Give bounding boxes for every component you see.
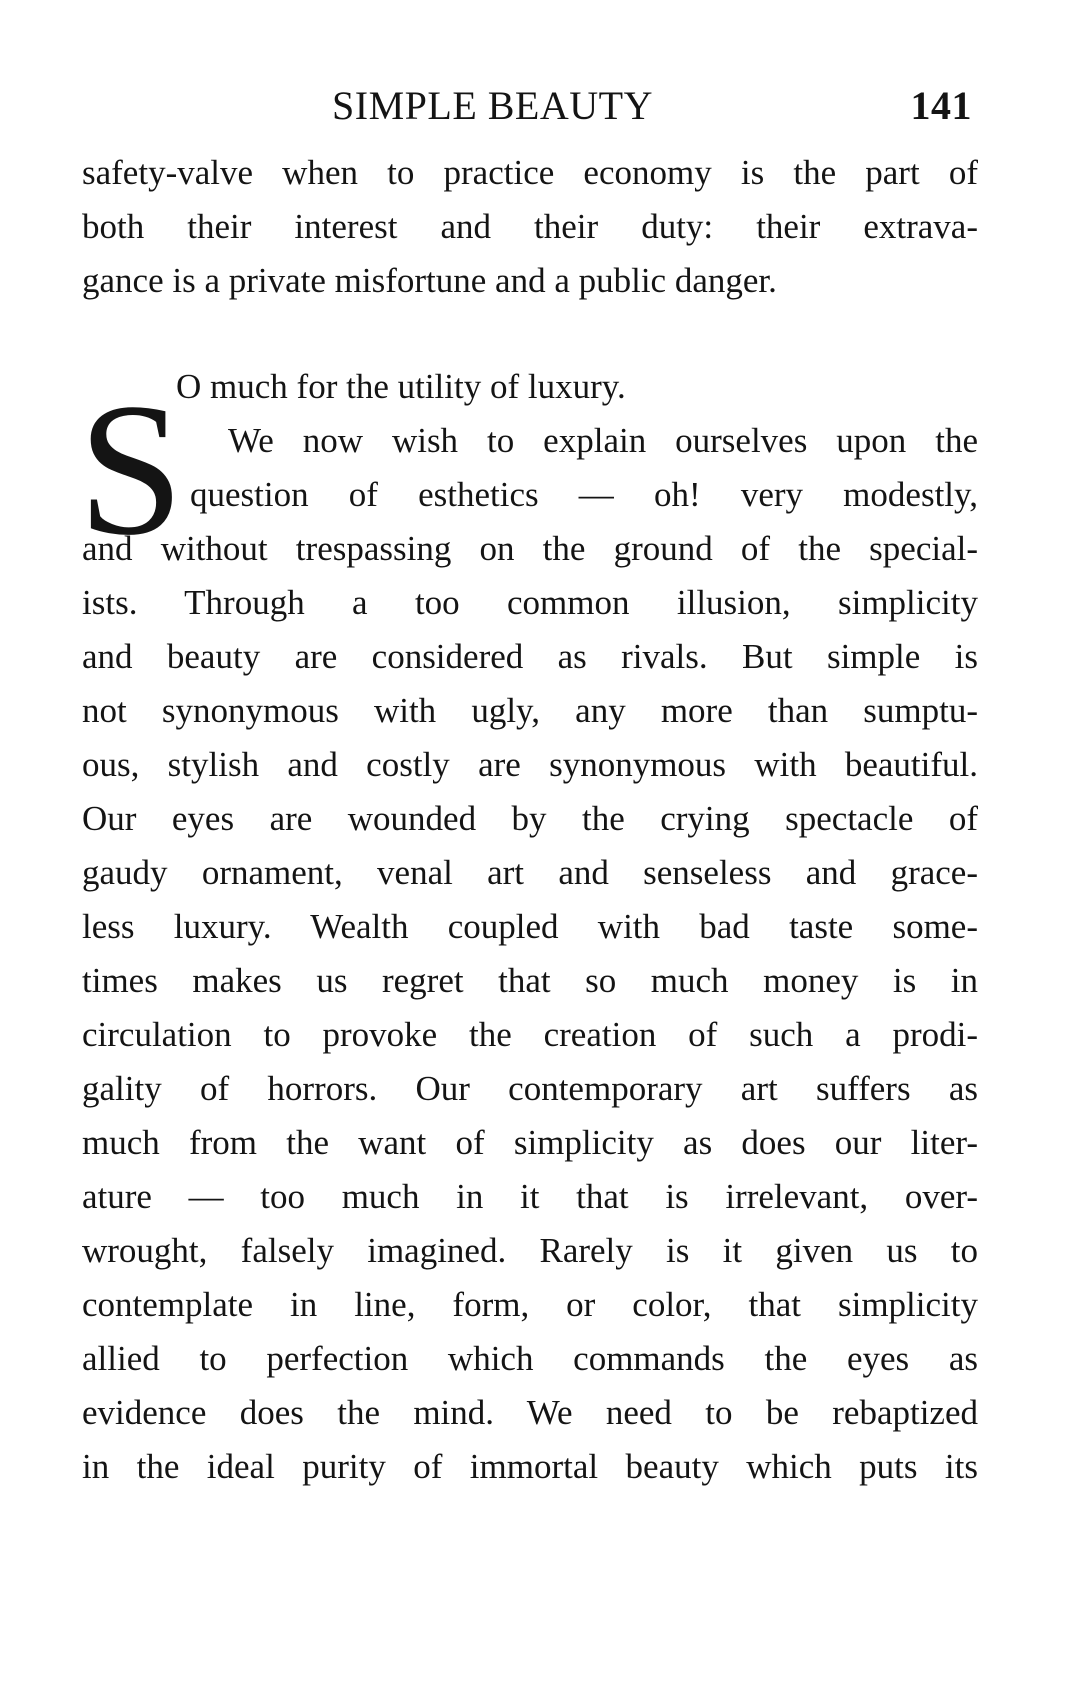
text-line: less luxury. Wealth coupled with bad taste some- (82, 907, 978, 946)
running-title: SIMPLE BEAUTY (332, 83, 653, 128)
text-line: Our eyes are wounded by the crying spectacle of (82, 799, 978, 838)
page-number: 141 (910, 83, 972, 128)
text-line: O much for the utility of luxury. (176, 367, 626, 406)
text-line: ous, stylish and costly are synonymous with beautiful. (82, 745, 978, 784)
page-header (82, 82, 978, 132)
text-line: ists. Through a too common illusion, simplicity (82, 583, 978, 622)
text-line: gaudy ornament, venal art and senseless and grace- (82, 853, 978, 892)
text-line: and beauty are considered as rivals. But simple is (82, 637, 978, 676)
text-line: question of esthetics — oh! very modestly, (190, 475, 978, 514)
text-line: We now wish to explain ourselves upon the (228, 421, 978, 460)
text-line: in the ideal purity of immortal beauty which puts its (82, 1447, 978, 1486)
text-line: evidence does the mind. We need to be rebaptized (82, 1393, 978, 1432)
text-line: gance is a private misfortune and a public danger. (82, 261, 777, 300)
drop-cap: S (78, 365, 184, 575)
text-line: ature — too much in it that is irrelevant, over- (82, 1177, 978, 1216)
text-line: times makes us regret that so much money is in (82, 961, 978, 1000)
text-line: safety-valve when to practice economy is the part of (82, 153, 978, 192)
text-line: contemplate in line, form, or color, that simplicity (82, 1285, 978, 1324)
text-line: gality of horrors. Our contemporary art suffers as (82, 1069, 978, 1108)
text-line: circulation to provoke the creation of such a prodi- (82, 1015, 978, 1054)
text-line: and without trespassing on the ground of the special- (82, 529, 978, 568)
text-line: allied to perfection which commands the eyes as (82, 1339, 978, 1378)
text-line: wrought, falsely imagined. Rarely is it given us to (82, 1231, 978, 1270)
text-line: both their interest and their duty: their extrava- (82, 207, 978, 246)
text-line: much from the want of simplicity as does our liter- (82, 1123, 978, 1162)
text-line: not synonymous with ugly, any more than sumptu- (82, 691, 978, 730)
